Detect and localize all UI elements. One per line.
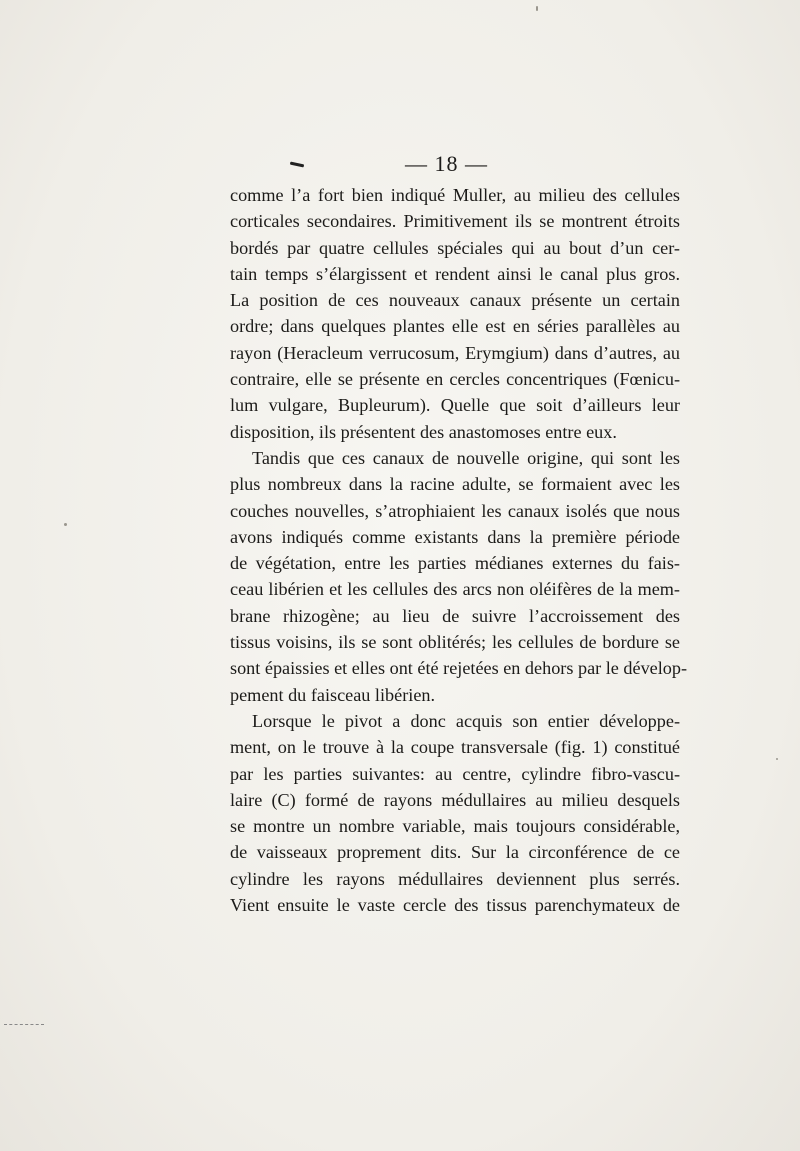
text-line: plus nombreux dans la racine adulte, se formaient avec les: [230, 474, 680, 495]
paragraph-start-line: Lorsque le pivot a donc acquis son entier développe-: [252, 710, 680, 731]
text-line: tissus voisins, ils se sont oblitérés; les cellules de bordure se: [230, 632, 680, 653]
text-line: de vaisseaux proprement dits. Sur la circonférence de ce: [230, 842, 680, 863]
margin-scratch: [4, 1024, 44, 1027]
text-line: Vient ensuite le vaste cercle des tissus parenchymateux de: [230, 895, 680, 916]
text-line: lum vulgare, Bupleurum). Quelle que soit d’ailleurs leur: [230, 395, 680, 416]
text-line: ordre; dans quelques plantes elle est en séries parallèles au: [230, 316, 680, 337]
paper-speck: [536, 6, 538, 11]
text-line: La position de ces nouveaux canaux présente un certain: [230, 290, 680, 311]
text-line: brane rhizogène; au lieu de suivre l’accroissement des: [230, 605, 680, 626]
text-line: laire (C) formé de rayons médullaires au milieu desquels: [230, 789, 680, 810]
page-header: [0, 151, 800, 181]
text-line: comme l’a fort bien indiqué Muller, au milieu des cellules: [230, 185, 680, 205]
text-line: disposition, ils présentent des anastomoses entre eux.: [230, 421, 617, 442]
text-line: de végétation, entre les parties médianes externes du fais-: [230, 553, 680, 574]
text-line: contraire, elle se présente en cercles concentriques (Fœnicu-: [230, 369, 680, 390]
text-line: cylindre les rayons médullaires deviennent plus serrés.: [230, 868, 680, 889]
text-line: par les parties suivantes: au centre, cylindre fibro-vascu-: [230, 763, 680, 784]
text-line: ceau libérien et les cellules des arcs non oléifères de la mem-: [230, 579, 680, 600]
printer-mark: [290, 162, 304, 168]
paper-speck: [776, 758, 778, 760]
text-line: sont épaissies et elles ont été rejetées en dehors par le dévelop-: [230, 658, 688, 679]
text-line: avons indiqués comme existants dans la première période: [230, 526, 680, 547]
text-line: rayon (Heracleum verrucosum, Erymgium) dans d’autres, au: [230, 342, 680, 363]
text-line: pement du faisceau libérien.: [230, 684, 436, 705]
text-line: bordés par quatre cellules spéciales qui au bout d’un cer-: [230, 237, 680, 258]
paper-speck: [64, 523, 67, 526]
text-line: corticales secondaires. Primitivement ils se montrent étroits: [230, 211, 680, 232]
text-line: tain temps s’élargissent et rendent ainsi le canal plus gros.: [230, 263, 680, 284]
text-line: ment, on le trouve à la coupe transversale (fig. 1) constitué: [230, 737, 680, 758]
text-line: couches nouvelles, s’atrophiaient les canaux isolés que nous: [230, 500, 680, 521]
body-text: [230, 182, 688, 918]
text-line: se montre un nombre variable, mais toujours considérable,: [230, 816, 680, 837]
page-number: — 18 —: [405, 151, 488, 176]
paragraph-start-line: Tandis que ces canaux de nouvelle origine, qui sont les: [252, 447, 680, 468]
